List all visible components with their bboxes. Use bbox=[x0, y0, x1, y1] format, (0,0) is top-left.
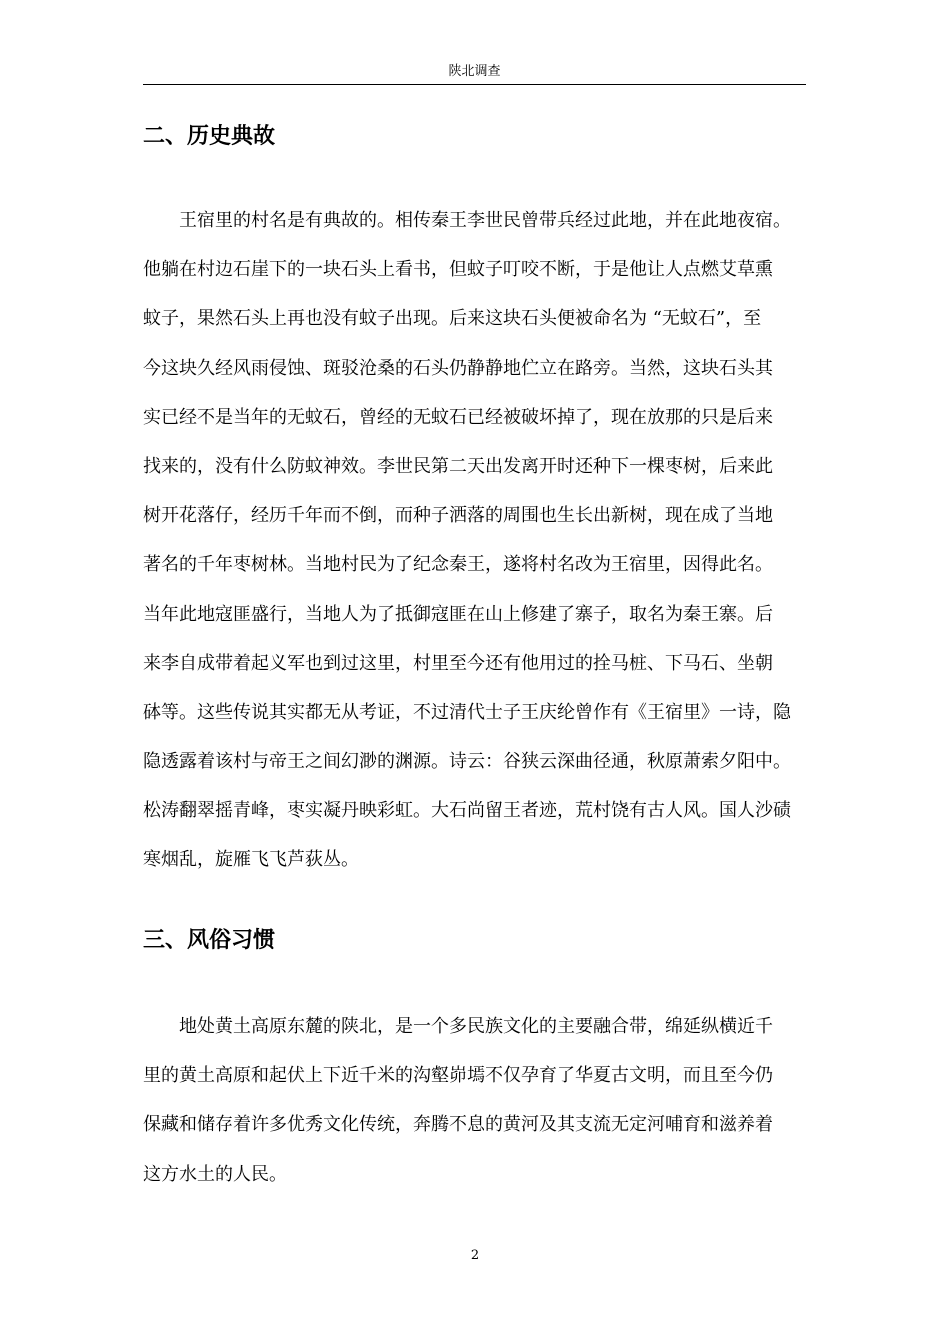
body-line: 树开花落仔，经历千年而不倒，而种子洒落的周围也生长出新树，现在成了当地 bbox=[143, 505, 773, 527]
body-line: 砵等。这些传说其实都无从考证，不过清代士子王庆纶曾作有《王宿里》一诗，隐 bbox=[143, 701, 791, 723]
body-line: 地处黄土高原东麓的陕北，是一个多民族文化的主要融合带，绵延纵横近千 bbox=[179, 1016, 773, 1037]
body-line: 里的黄土高原和起伏上下近千米的沟壑峁墕不仅孕育了华夏古文明，而且至今仍 bbox=[143, 1065, 773, 1087]
body-line: 找来的，没有什么防蚊神效。李世民第二天出发离开时还种下一棵枣树，后来此 bbox=[143, 455, 773, 477]
page-number: 2 bbox=[470, 1248, 480, 1263]
body-line: 寒烟乱，旋雁飞飞芦荻丛。 bbox=[143, 849, 359, 871]
body-line: 他躺在村边石崖下的一块石头上看书，但蚊子叮咬不断，于是他让人点燃艾草熏 bbox=[143, 259, 773, 281]
body-line: 王宿里的村名是有典故的。相传秦王李世民曾带兵经过此地，并在此地夜宿。 bbox=[179, 210, 791, 231]
section-heading-history: 二、历史典故 bbox=[143, 124, 276, 149]
body-line: 今这块久经风雨侵蚀、斑驳沧桑的石头仍静静地伫立在路旁。当然，这块石头其 bbox=[143, 357, 773, 379]
body-line: 著名的千年枣树林。当地村民为了纪念秦王，遂将村名改为王宿里，因得此名。 bbox=[143, 554, 773, 576]
customs-body bbox=[143, 1002, 819, 1199]
body-line: 这方水土的人民。 bbox=[143, 1163, 287, 1185]
history-body bbox=[143, 196, 819, 885]
body-line: 实已经不是当年的无蚊石，曾经的无蚊石已经被破坏掉了，现在放那的只是后来 bbox=[143, 406, 773, 428]
body-line: 保藏和储存着许多优秀文化传统，奔腾不息的黄河及其支流无定河哺育和滋养着 bbox=[143, 1114, 773, 1136]
section-heading-customs: 三、风俗习惯 bbox=[143, 928, 276, 953]
body-line: 当年此地寇匪盛行，当地人为了抵御寇匪在山上修建了寨子，取名为秦王寨。后 bbox=[143, 603, 773, 625]
body-line: 隐透露着该村与帝王之间幻渺的渊源。诗云：谷狭云深曲径通，秋原萧索夕阳中。 bbox=[143, 751, 791, 773]
header-title: 陕北调查 bbox=[448, 64, 501, 79]
body-line: 来李自成带着起义军也到过这里，村里至今还有他用过的拴马桩、下马石、坐朝 bbox=[143, 652, 773, 674]
page-header bbox=[143, 62, 806, 85]
body-line: 蚊子，果然石头上再也没有蚊子出现。后来这块石头便被命名为 “无蚊石”，至 bbox=[143, 308, 762, 330]
body-line: 松涛翻翠摇青峰，枣实凝丹映彩虹。大石尚留王者迹，荒村饶有古人风。国人沙碛 bbox=[143, 800, 791, 822]
